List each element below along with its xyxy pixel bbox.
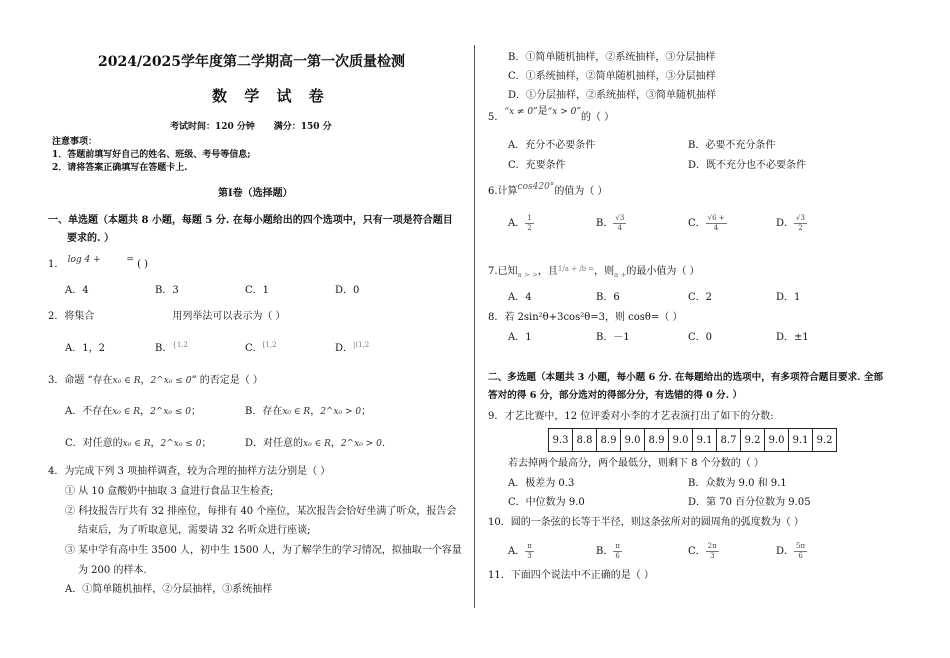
question-3: 3．命题 “存在x₀ ∈ R，2^x₀ ≤ 0” 的否定是（ ）: [48, 375, 263, 386]
question-7: 7.已知$_{a > >}$，且$^{1/a + /b =}$，则$_{a +}$的最小值为（ ）: [488, 265, 700, 279]
q4-option-a: A．①简单随机抽样，②分层抽样，③系统抽样: [65, 584, 273, 595]
q6-option-a: A． $\frac{1}{2}$: [508, 214, 532, 232]
q9-option-b: B．众数为 9.0 和 9.1: [688, 478, 787, 489]
score-cell: 9.0: [669, 429, 693, 452]
q4-option-d: D．①分层抽样，②系统抽样，③简单随机抽样: [508, 90, 717, 101]
table-row: [549, 429, 837, 452]
question-2: 2．将集合 用列举法可以表示为（ ）: [48, 311, 286, 322]
score-cell: 9.1: [693, 429, 717, 452]
score-cell: 9.2: [741, 429, 765, 452]
score-cell: 8.9: [645, 429, 669, 452]
question-11: 11．下面四个说法中不正确的是（ ）: [488, 570, 654, 581]
q3-option-b: B．存在x₀ ∈ R，2^x₀ > 0；: [245, 406, 372, 417]
q8-option-d: D．±1: [776, 332, 809, 343]
q9-option-c: C．中位数为 9.0: [508, 497, 585, 508]
question-4: 4．为完成下列 3 项抽样调查，较为合理的抽样方法分别是（ ）: [48, 466, 331, 477]
q1-formula: log 4 + =: [67, 255, 134, 265]
q7-option-b: B．6: [596, 292, 620, 303]
section1-heading: 一、单选题（本题共 8 小题，每题 5 分. 在每小题给出的四个选项中，只有一项是符合题目: [48, 215, 453, 226]
question-10: 10．圆的一条弦的长等于半径，则这条弦所对的圆周角的弧度数为（ ）: [488, 517, 804, 528]
exam-title: 2024/2025学年度第二学期高一第一次质量检测: [98, 54, 406, 70]
q6-option-d: D． $\frac{√3}{2}$: [776, 214, 805, 232]
q1-option-a: A．4: [65, 285, 89, 296]
section2-heading: 二、多选题（本题共 3 小题，每小题 6 分. 在每题给出的选项中，有多项符合题目要求. 全部: [488, 372, 884, 383]
score-cell: 8.7: [717, 429, 741, 452]
q1-option-c: C．1: [245, 285, 270, 296]
score-cell: 9.1: [789, 429, 813, 452]
exam-info: 考试时间：120 分钟 满分：150 分: [170, 122, 332, 132]
question-1: 1． log 4 + = ( ): [48, 255, 149, 270]
score-cell: 8.8: [573, 429, 597, 452]
q10-option-b: B． $\frac{\pi}{6}$: [596, 542, 620, 560]
q3-option-d: D．对任意的x₀ ∈ R，2^x₀ > 0.: [245, 438, 386, 449]
q9-follow: 若去掉两个最高分，两个最低分，则剩下 8 个分数的（ ）: [508, 458, 764, 469]
q3-option-c: C．对任意的x₀ ∈ R，2^x₀ ≤ 0；: [65, 438, 212, 449]
part1-title: 第Ⅰ卷（选择题）: [218, 188, 293, 199]
score-cell: 9.0: [765, 429, 789, 452]
q5-option-d: D．既不充分也不必要条件: [688, 160, 807, 171]
q2-option-c: C．$^{[1,2}$: [245, 341, 277, 354]
question-9: 9．才艺比赛中，12 位评委对小李的才艺表演打出了如下的分数:: [488, 411, 774, 422]
subject-title: 数 学 试 卷: [212, 87, 330, 105]
note-item: 1．答题前填写好自己的姓名、班级、考号等信息;: [52, 150, 251, 160]
score-cell: 9.3: [549, 429, 573, 452]
q9-option-d: D．第 70 百分位数为 9.05: [688, 497, 811, 508]
q6-option-c: C． $\frac{√6 +}{4}$: [688, 214, 725, 232]
q4-option-c: C．①系统抽样，②简单随机抽样，③分层抽样: [508, 71, 716, 82]
q3-option-a: A．不存在x₀ ∈ R，2^x₀ ≤ 0；: [65, 406, 202, 417]
q5-option-c: C．充要条件: [508, 160, 566, 171]
q10-option-a: A． $\frac{\pi}{3}$: [508, 542, 532, 560]
section2-heading-cont: 答对的得 6 分，部分选对的得部分分，有选错的得 0 分. ）: [488, 390, 743, 401]
q10-option-c: C． $\frac{2\pi}{3}$: [688, 542, 717, 560]
score-cell: 8.9: [597, 429, 621, 452]
question-6: 6.计算cos420°的值为（ ）: [488, 182, 608, 197]
q2-option-b: B．$^{\{1,2}$: [155, 341, 188, 354]
q2-option-a: A．1，2: [65, 343, 105, 354]
q1-option-d: D．0: [335, 285, 360, 296]
score-cell: 9.2: [813, 429, 837, 452]
q9-option-a: A．极差为 0.3: [508, 478, 575, 489]
q4-item: 结束后，为了听取意见，需要请 32 名听众进行座谈;: [78, 525, 311, 536]
q8-option-a: A．1: [508, 332, 532, 343]
q7-option-a: A．4: [508, 292, 532, 303]
q5-option-a: A．充分不必要条件: [508, 140, 596, 151]
q4-item: 为 200 的样本.: [78, 565, 147, 576]
column-divider: [474, 45, 475, 608]
q2-option-d: D．$^{|(1,2}$: [335, 341, 370, 354]
notes-heading: 注意事项：: [52, 137, 98, 147]
score-table: [548, 428, 837, 452]
q10-option-d: D． $\frac{5\pi}{6}$: [776, 542, 806, 560]
question-5: 5．“x ≠ 0”是“x > 0”的（ ）: [488, 106, 615, 123]
q7-option-d: D．1: [776, 292, 801, 303]
q6-option-b: B． $\frac{√3}{4}$: [596, 214, 625, 232]
q5-option-b: B．必要不充分条件: [688, 140, 776, 151]
q7-option-c: C．2: [688, 292, 713, 303]
q8-option-b: B．－1: [596, 332, 630, 343]
section1-heading-cont: 要求的. ）: [67, 233, 114, 244]
q4-item: ③ 某中学有高中生 3500 人，初中生 1500 人，为了解学生的学习情况，拟抽取一个容量: [65, 545, 462, 556]
q8-option-c: C．0: [688, 332, 713, 343]
q4-item: ① 从 10 盒酸奶中抽取 3 盒进行食品卫生检查;: [65, 486, 274, 497]
note-item: 2．请将答案正确填写在答题卡上.: [52, 163, 188, 173]
q4-option-b: B．①简单随机抽样，②系统抽样，③分层抽样: [508, 52, 716, 63]
score-cell: 9.0: [621, 429, 645, 452]
q1-option-b: B．3: [155, 285, 179, 296]
question-8: 8．若 2sin²θ+3cos²θ=3，则 cosθ=（ ）: [488, 312, 683, 323]
q4-item: ② 科技报告厅共有 32 排座位，每排有 40 个座位，某次报告会恰好坐满了听众，报告会: [65, 506, 457, 517]
